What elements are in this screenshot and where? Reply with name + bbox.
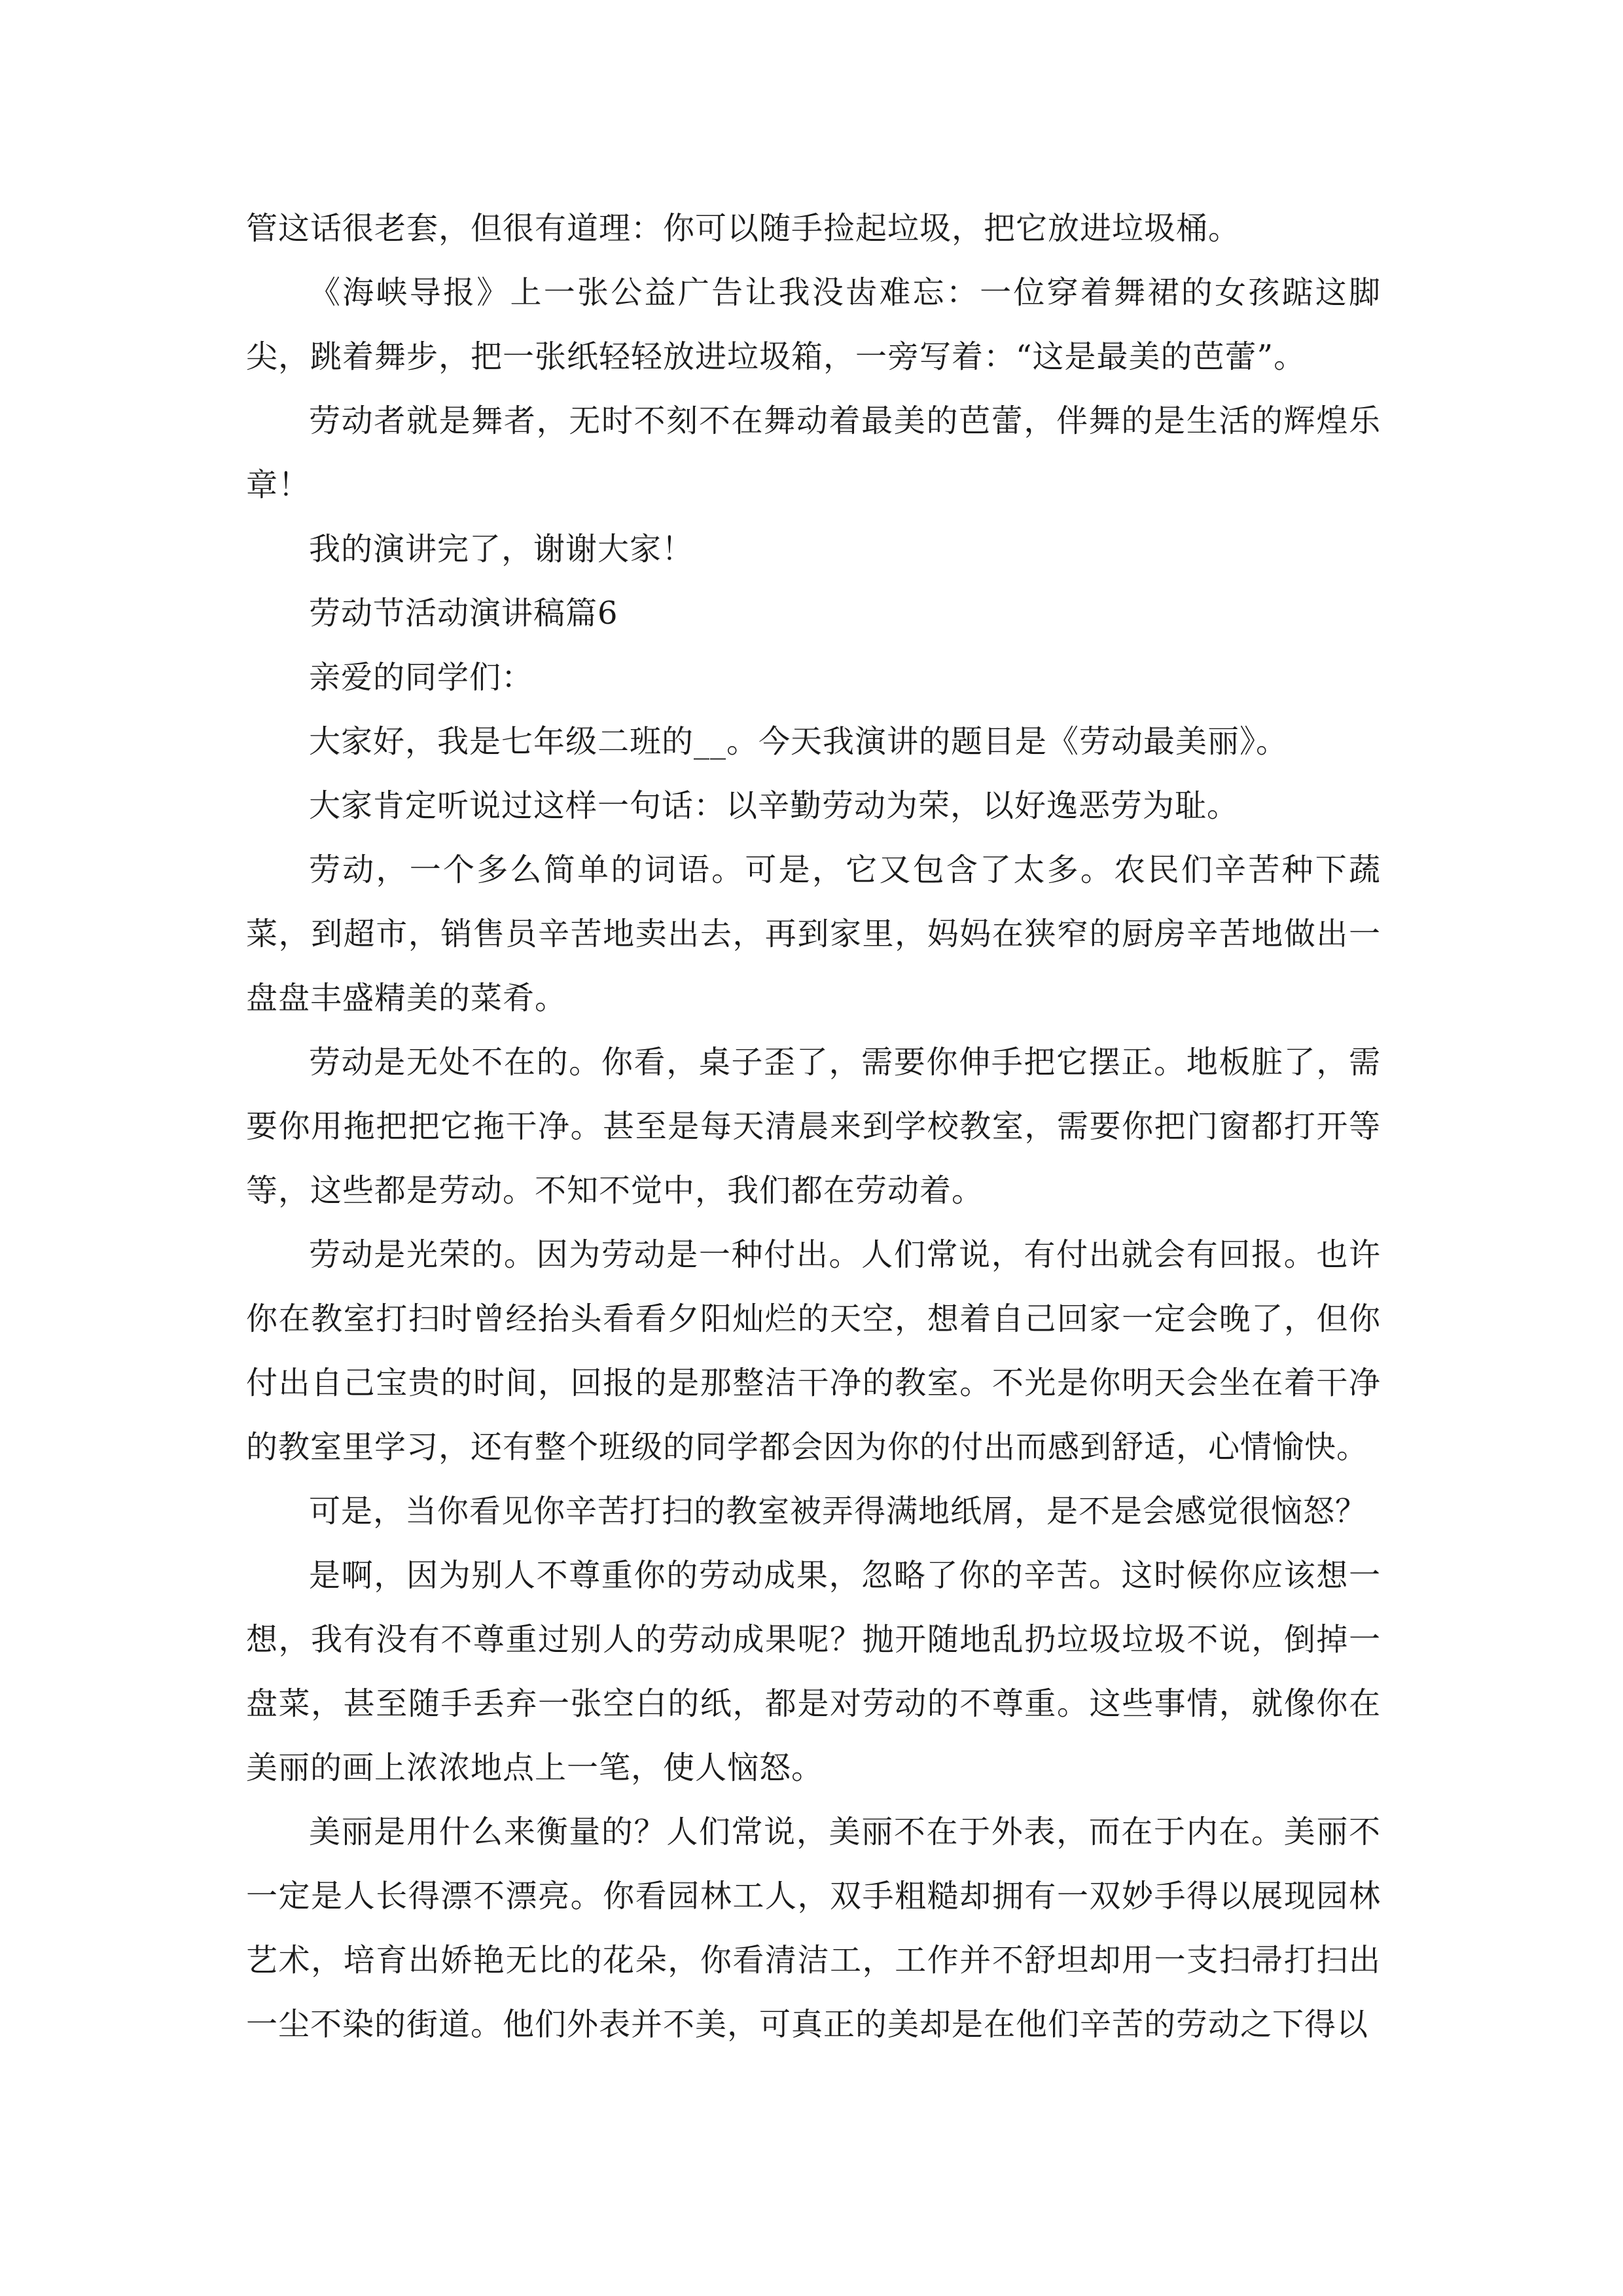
paragraph: 大家好，我是七年级二班的__。今天我演讲的题目是《劳动最美丽》。 [309,723,1289,760]
paragraph: 管这话很老套，但很有道理：你可以随手捡起垃圾，把它放进垃圾桶。 [246,210,1241,247]
paragraph: 美丽是用什么来衡量的？人们常说，美丽不在于外表，而在于内在。美丽不一定是人长得漂不漂亮。你看园林工人，双手粗糙却拥有一双妙手得以展现园林艺术，培育出娇艳无比的花朵，你看清洁工，工作并不舒坦却用一支扫帚打扫出一尘不染的街道。他们外表并不美，可真正的美却是在他们辛苦的劳动之下得以 [246,1814,1381,2043]
paragraph: 大家肯定听说过这样一句话：以辛勤劳动为荣，以好逸恶劳为耻。 [309,787,1240,824]
paragraph: 劳动，一个多么简单的词语。可是，它又包含了太多。农民们辛苦种下蔬菜，到超市，销售员辛苦地卖出去，再到家里，妈妈在狭窄的厨房辛苦地做出一盘盘丰盛精美的菜肴。 [246,852,1381,1016]
paragraph: 我的演讲完了，谢谢大家！ [309,531,694,567]
paragraph: 劳动是无处不在的。你看，桌子歪了，需要你伸手把它摆正。地板脏了，需要你用拖把把它拖干净。甚至是每天清晨来到学校教室，需要你把门窗都打开等等，这些都是劳动。不知不觉中，我们都在劳动着。 [246,1044,1381,1209]
section-heading: 劳动节活动演讲稿篇6 [309,595,618,632]
paragraph: 劳动是光荣的。因为劳动是一种付出。人们常说，有付出就会有回报。也许你在教室打扫时曾经抬头看看夕阳灿烂的天空，想着自己回家一定会晚了，但你付出自己宝贵的时间，回报的是那整洁干净的教室。不光是你明天会坐在着干净的教室里学习，还有整个班级的同学都会因为你的付出而感到舒适，心情愉快。 [246,1236,1381,1465]
paragraph: 劳动者就是舞者，无时不刻不在舞动着最美的芭蕾，伴舞的是生活的辉煌乐章！ [246,403,1381,503]
paragraph: 《海峡导报》上一张公益广告让我没齿难忘：一位穿着舞裙的女孩踮这脚尖，跳着舞步，把一张纸轻轻放进垃圾箱，一旁写着：“这是最美的芭蕾”。 [246,274,1381,375]
salutation: 亲爱的同学们： [309,659,534,696]
paragraph: 可是，当你看见你辛苦打扫的教室被弄得满地纸屑，是不是会感觉很恼怒？ [309,1493,1368,1530]
paragraph: 是啊，因为别人不尊重你的劳动成果，忽略了你的辛苦。这时候你应该想一想，我有没有不尊重过别人的劳动成果呢？抛开随地乱扔垃圾垃圾不说，倒掉一盘菜，甚至随手丢弃一张空白的纸，都是对劳动的不尊重。这些事情，就像你在美丽的画上浓浓地点上一笔，使人恼怒。 [246,1557,1381,1786]
body-text [246,196,1381,2056]
